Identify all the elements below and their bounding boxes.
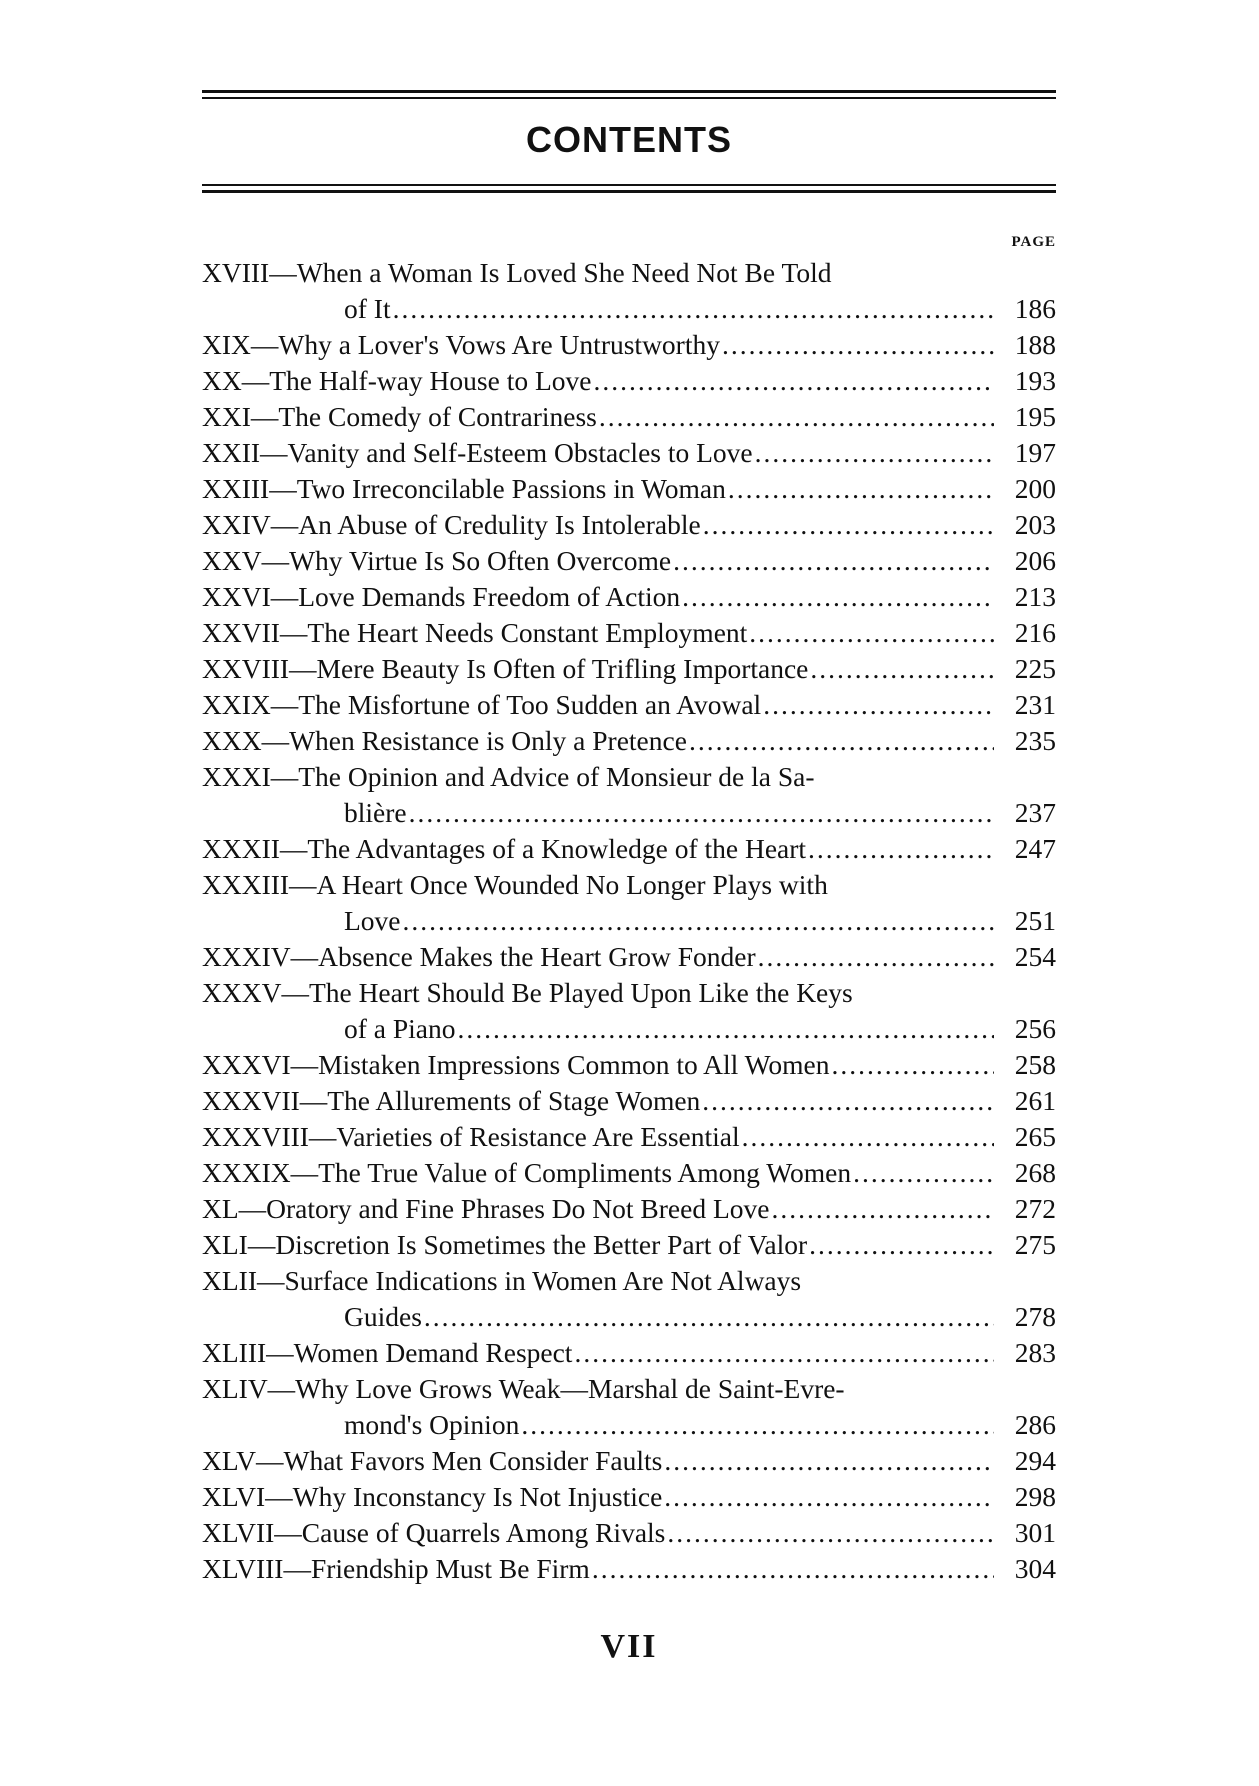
toc-line: [202, 435, 1056, 471]
dot-leader: [755, 435, 994, 471]
toc-line: [202, 291, 1056, 327]
toc-line: [202, 687, 1056, 723]
dot-leader: [403, 903, 994, 939]
toc-line-page: 301: [1014, 1517, 1056, 1548]
toc-line-title: XXXIX—The True Value of Compliments Among Women: [202, 1157, 852, 1188]
toc-line-page: 304: [1014, 1553, 1056, 1584]
toc-line-page: 261: [1014, 1085, 1056, 1116]
toc-line-title: XLVIII—Friendship Must Be Firm: [202, 1553, 590, 1584]
toc-line-page: 275: [1014, 1229, 1056, 1260]
toc-line: [202, 1443, 1056, 1479]
toc-line-title: XXI—The Comedy of Contrariness: [202, 401, 597, 432]
toc-line-page: 283: [1014, 1337, 1056, 1368]
toc-line: [202, 615, 1056, 651]
toc-line: [202, 1335, 1056, 1371]
toc-line: [202, 1299, 1056, 1335]
toc-line: [202, 1407, 1056, 1443]
dot-leader: [593, 363, 994, 399]
toc-line-title: XXXIII—A Heart Once Wounded No Longer Plays with: [202, 869, 828, 900]
toc-line-title: XXXI—The Opinion and Advice of Monsieur de la Sa-: [202, 761, 815, 792]
toc-line-title: mond's Opinion: [344, 1409, 520, 1440]
toc-line-title: XXXVII—The Allurements of Stage Women: [202, 1085, 701, 1116]
dot-leader: [809, 1227, 994, 1263]
toc-line-page: 206: [1014, 545, 1056, 576]
dot-leader: [521, 1407, 994, 1443]
dot-leader: [763, 687, 994, 723]
top-double-rule: [202, 90, 1056, 99]
toc-line: [202, 1479, 1056, 1515]
dot-leader: [667, 1515, 994, 1551]
toc-line: [202, 831, 1056, 867]
toc-line: [202, 1227, 1056, 1263]
toc-line-page: 213: [1014, 581, 1056, 612]
toc-line-title: Guides: [344, 1301, 422, 1332]
table-of-contents: [202, 255, 1056, 1587]
dot-leader: [409, 795, 994, 831]
toc-line: [202, 507, 1056, 543]
toc-line-title: of It: [344, 293, 391, 324]
dot-leader: [808, 831, 994, 867]
toc-line-page: 216: [1014, 617, 1056, 648]
page-folio: VII: [600, 1628, 658, 1665]
toc-line-page: 200: [1014, 473, 1056, 504]
toc-line-page: 203: [1014, 509, 1056, 540]
dot-leader: [758, 939, 994, 975]
top-rule-1: [202, 90, 1056, 93]
toc-line: [202, 1011, 1056, 1047]
dot-leader: [664, 1479, 994, 1515]
dot-leader: [682, 579, 994, 615]
toc-line-title: XXXVIII—Varieties of Resistance Are Essential: [202, 1121, 740, 1152]
toc-line-page: 188: [1014, 329, 1056, 360]
toc-line-title: XXXV—The Heart Should Be Played Upon Like the Keys: [202, 977, 853, 1008]
page-heading: CONTENTS: [526, 119, 732, 160]
toc-line-title: XLVII—Cause of Quarrels Among Rivals: [202, 1517, 666, 1548]
toc-line-title: XLI—Discretion Is Sometimes the Better Part of Valor: [202, 1229, 808, 1260]
toc-line-title: XLII—Surface Indications in Women Are Not Always: [202, 1265, 802, 1296]
dot-leader: [771, 1191, 994, 1227]
toc-line: [202, 1191, 1056, 1227]
toc-line: [202, 939, 1056, 975]
toc-line-title: XLVI—Why Inconstancy Is Not Injustice: [202, 1481, 663, 1512]
toc-line: [202, 867, 1056, 903]
heading-rule-2: [202, 190, 1056, 193]
toc-line-page: 247: [1014, 833, 1056, 864]
toc-line-title: XL—Oratory and Fine Phrases Do Not Breed Love: [202, 1193, 770, 1224]
toc-line-title: XLIV—Why Love Grows Weak—Marshal de Saint-Evre-: [202, 1373, 845, 1404]
toc-line-page: 186: [1014, 293, 1056, 324]
toc-line: [202, 759, 1056, 795]
toc-line: [202, 579, 1056, 615]
dot-leader: [393, 291, 994, 327]
toc-line-title: XIX—Why a Lover's Vows Are Untrustworthy: [202, 329, 720, 360]
toc-line-title: XXXVI—Mistaken Impressions Common to All Women: [202, 1049, 830, 1080]
toc-line-page: 235: [1014, 725, 1056, 756]
toc-line-page: 225: [1014, 653, 1056, 684]
toc-line-title: XXVIII—Mere Beauty Is Often of Trifling Importance: [202, 653, 809, 684]
toc-line-page: 265: [1014, 1121, 1056, 1152]
toc-line-title: XLV—What Favors Men Consider Faults: [202, 1445, 663, 1476]
toc-line-page: 258: [1014, 1049, 1056, 1080]
toc-line: [202, 651, 1056, 687]
heading-double-rule: [202, 184, 1056, 193]
toc-line: [202, 1551, 1056, 1587]
dot-leader: [749, 615, 994, 651]
dot-leader: [424, 1299, 994, 1335]
toc-line-title: Love: [344, 905, 401, 936]
toc-line-title: XXVII—The Heart Needs Constant Employment: [202, 617, 748, 648]
toc-line-title: XLIII—Women Demand Respect: [202, 1337, 573, 1368]
page-column-label: PAGE: [1011, 234, 1056, 250]
dot-leader: [673, 543, 994, 579]
toc-line: [202, 363, 1056, 399]
toc-line: [202, 327, 1056, 363]
dot-leader: [742, 1119, 994, 1155]
toc-line-title: XVIII—When a Woman Is Loved She Need Not Be Told: [202, 257, 832, 288]
toc-line: [202, 1119, 1056, 1155]
toc-line-title: XXV—Why Virtue Is So Often Overcome: [202, 545, 672, 576]
toc-line: [202, 399, 1056, 435]
toc-line: [202, 1263, 1056, 1299]
dot-leader: [702, 1083, 994, 1119]
toc-line-page: 254: [1014, 941, 1056, 972]
dot-leader: [728, 471, 994, 507]
toc-line-page: 251: [1014, 905, 1056, 936]
toc-line: [202, 903, 1056, 939]
dot-leader: [703, 507, 994, 543]
toc-line: [202, 1047, 1056, 1083]
toc-line: [202, 1155, 1056, 1191]
toc-line: [202, 543, 1056, 579]
dot-leader: [722, 327, 994, 363]
toc-line: [202, 1083, 1056, 1119]
toc-line-title: XX—The Half-way House to Love: [202, 365, 592, 396]
dot-leader: [458, 1011, 994, 1047]
toc-line-page: 256: [1014, 1013, 1056, 1044]
toc-line-page: 294: [1014, 1445, 1056, 1476]
dot-leader: [810, 651, 994, 687]
toc-line-page: 268: [1014, 1157, 1056, 1188]
toc-line: [202, 975, 1056, 1011]
dot-leader: [599, 399, 994, 435]
toc-line-page: 193: [1014, 365, 1056, 396]
toc-line-title: XXX—When Resistance is Only a Pretence: [202, 725, 687, 756]
toc-line: [202, 471, 1056, 507]
toc-line-page: 298: [1014, 1481, 1056, 1512]
dot-leader: [664, 1443, 994, 1479]
toc-line-title: of a Piano: [344, 1013, 456, 1044]
toc-line-title: XXIV—An Abuse of Credulity Is Intolerable: [202, 509, 701, 540]
toc-line-title: XXII—Vanity and Self-Esteem Obstacles to Love: [202, 437, 753, 468]
toc-line-title: XXXIV—Absence Makes the Heart Grow Fonder: [202, 941, 756, 972]
toc-line-page: 197: [1014, 437, 1056, 468]
toc-line-title: XXIX—The Misfortune of Too Sudden an Avowal: [202, 689, 762, 720]
top-rule-2: [202, 97, 1056, 99]
toc-line: [202, 1515, 1056, 1551]
toc-line-title: blière: [344, 797, 407, 828]
dot-leader: [689, 723, 994, 759]
dot-leader: [592, 1551, 994, 1587]
toc-line-page: 272: [1014, 1193, 1056, 1224]
toc-line-title: XXXII—The Advantages of a Knowledge of the Heart: [202, 833, 807, 864]
toc-line: [202, 723, 1056, 759]
toc-line-page: 231: [1014, 689, 1056, 720]
dot-leader: [853, 1155, 994, 1191]
toc-line-page: 195: [1014, 401, 1056, 432]
toc-line-title: XXVI—Love Demands Freedom of Action: [202, 581, 681, 612]
dot-leader: [831, 1047, 994, 1083]
toc-line: [202, 255, 1056, 291]
toc-line-page: 286: [1014, 1409, 1056, 1440]
toc-line-page: 237: [1014, 797, 1056, 828]
toc-line: [202, 795, 1056, 831]
dot-leader: [574, 1335, 994, 1371]
heading-rule-1: [202, 184, 1056, 186]
toc-line-title: XXIII—Two Irreconcilable Passions in Woman: [202, 473, 726, 504]
toc-line: [202, 1371, 1056, 1407]
toc-line-page: 278: [1014, 1301, 1056, 1332]
